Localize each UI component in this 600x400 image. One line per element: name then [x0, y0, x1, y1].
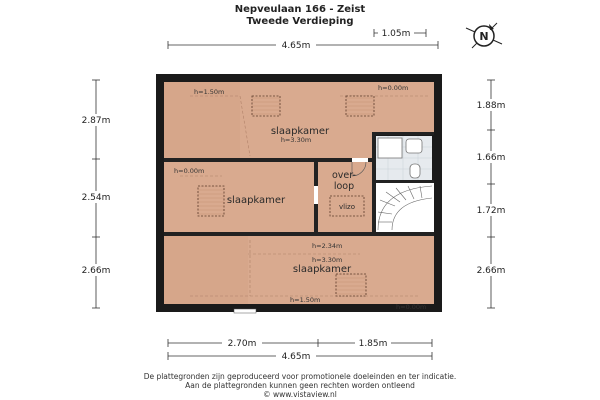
staircase — [376, 183, 434, 232]
dim-left-1: 2.87m — [81, 116, 111, 126]
dim-bottom-1: 2.70m — [227, 339, 257, 349]
sink — [406, 139, 422, 153]
compass-label: N — [479, 30, 489, 43]
dim-left-3: 2.66m — [81, 266, 111, 276]
shower — [378, 138, 402, 158]
skylight — [252, 96, 280, 116]
wall-middle-bottom — [164, 232, 434, 236]
dim-top-total: 4.65m — [281, 41, 311, 51]
height-bottom-center: h=3.30m — [312, 256, 343, 264]
dim-right-3: 1.72m — [476, 206, 506, 216]
skylight — [198, 186, 224, 216]
hatch-label: vlizo — [339, 203, 355, 211]
height-top-center: h=3.30m — [280, 136, 312, 144]
dim-right-2: 1.66m — [476, 153, 506, 163]
dim-top-small: 1.05m — [381, 29, 411, 39]
room-label-bottom: slaapkamer — [292, 264, 352, 275]
floor-title: Tweede Verdieping — [246, 16, 354, 27]
skylight — [336, 274, 366, 296]
height-bottom-left: h=1.50m — [290, 296, 321, 304]
window — [234, 309, 256, 313]
landing-label-2: loop — [333, 181, 355, 192]
height-top-left: h=1.50m — [194, 88, 225, 96]
room-label-top: slaapkamer — [270, 126, 330, 137]
skylight — [346, 96, 374, 116]
height-bottom-top: h=2.34m — [312, 242, 343, 250]
dim-right-1: 1.88m — [476, 101, 506, 111]
landing-label-1: over- — [331, 170, 357, 181]
compass-icon — [466, 23, 502, 48]
wall-top-middle — [164, 158, 372, 162]
disclaimer-line-2: Aan de plattegronden kunnen geen rechten worden ontleend — [185, 381, 415, 390]
dim-right-4: 2.66m — [476, 266, 506, 276]
dim-bottom-2: 1.85m — [358, 339, 388, 349]
height-bottom-right: h=0.00m — [396, 303, 427, 311]
height-middle-left: h=0.00m — [174, 167, 205, 175]
address-title: Nepveulaan 166 - Zeist — [234, 4, 366, 15]
disclaimer-line-1: De plattegronden zijn geproduceerd voor promotionele doeleinden en ter indicatie. — [143, 372, 457, 381]
height-top-right: h=0.00m — [378, 84, 409, 92]
dim-left-2: 2.54m — [81, 193, 111, 203]
room-label-middle: slaapkamer — [226, 195, 286, 206]
dim-bottom-total: 4.65m — [281, 352, 311, 362]
toilet — [410, 164, 420, 178]
copyright: © www.vistaview.nl — [263, 390, 337, 399]
